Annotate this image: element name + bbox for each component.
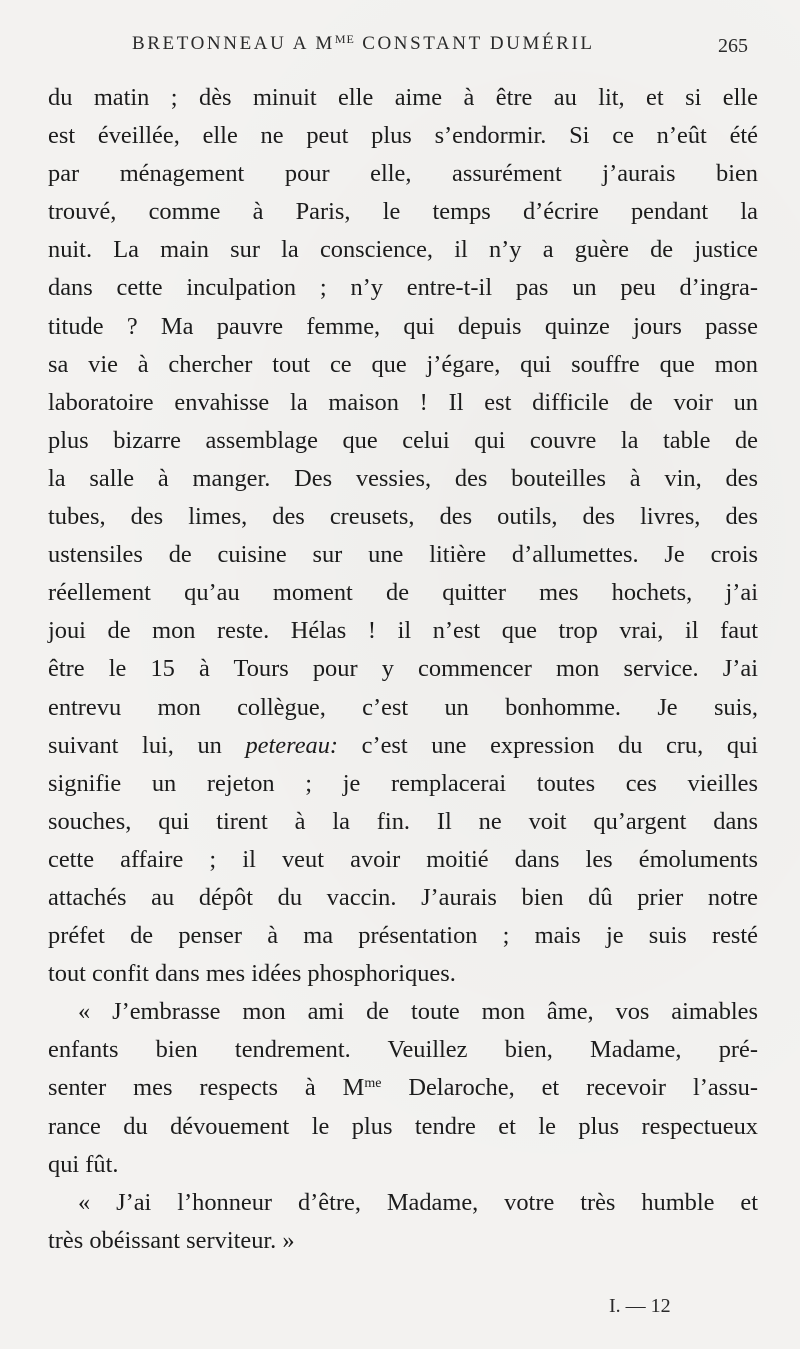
running-title-text: BRETONNEAU A M [132, 33, 335, 54]
text-line: entrevu mon collègue, c’est un bonhomme. Je suis, [48, 693, 758, 721]
text-line: sa vie à chercher tout ce que j’égare, qui souffre que mon [48, 350, 758, 378]
text-line: titude ? Ma pauvre femme, qui depuis quinze jours passe [48, 312, 758, 340]
text-line: préfet de penser à ma présentation ; mais je suis resté [48, 922, 758, 950]
text-line: enfants bien tendrement. Veuillez bien, Madame, pré- [48, 1036, 758, 1064]
text-segment: c’est une expression du cru, qui [338, 731, 758, 759]
text-line: attachés au dépôt du vaccin. J’aurais bien dû prier notre [48, 883, 758, 911]
text-line: réellement qu’au moment de quitter mes hochets, j’ai [48, 579, 758, 607]
running-title [132, 32, 595, 55]
text-line: du matin ; dès minuit elle aime à être au lit, et si elle [48, 84, 758, 111]
page-number: 265 [718, 35, 748, 57]
running-title-superscript: ME [334, 32, 355, 46]
superscript: me [364, 1076, 382, 1092]
text-line: « J’ai l’honneur d’être, Madame, votre très humble et [78, 1188, 758, 1216]
text-line: ustensiles de cuisine sur une litière d’allumettes. Je crois [48, 541, 758, 569]
text-line: trouvé, comme à Paris, le temps d’écrire pendant la [48, 198, 758, 226]
text-line-with-superscript [48, 1069, 758, 1107]
text-line: laboratoire envahisse la maison ! Il est difficile de voir un [48, 388, 758, 416]
text-line: rance du dévouement le plus tendre et le plus respectueux [48, 1112, 758, 1140]
text-line: la salle à manger. Des vessies, des bouteilles à vin, des [48, 464, 758, 492]
paragraph-end-line: tout confit dans mes idées phosphoriques. [48, 960, 456, 988]
paragraph-end-line: très obéissant serviteur. » [48, 1226, 295, 1254]
text-line: souches, qui tirent à la fin. Il ne voit qu’argent dans [48, 807, 758, 835]
signature-mark: I. — 12 [609, 1295, 671, 1317]
body-text [48, 79, 758, 1260]
text-line-with-italic [48, 727, 758, 765]
text-line: par ménagement pour elle, assurément j’aurais bien [48, 160, 758, 188]
text-line: tubes, des limes, des creusets, des outils, des livres, des [48, 503, 758, 531]
text-segment: suivant lui, un [48, 731, 246, 759]
text-line: est éveillée, elle ne peut plus s’endormir. Si ce n’eût été [48, 122, 758, 150]
text-line: signifie un rejeton ; je remplacerai toutes ces vieilles [48, 769, 758, 797]
paragraph-end-line: qui fût. [48, 1150, 119, 1178]
text-line: dans cette inculpation ; n’y entre-t-il pas un peu d’ingra- [48, 274, 758, 302]
text-line: « J’embrasse mon ami de toute mon âme, vos aimables [78, 998, 758, 1026]
text-line: joui de mon reste. Hélas ! il n’est que trop vrai, il faut [48, 617, 758, 645]
text-line: cette affaire ; il veut avoir moitié dans les émoluments [48, 845, 758, 873]
text-line: nuit. La main sur la conscience, il n’y a guère de justice [48, 236, 758, 264]
italic-term: petereau: [245, 731, 339, 759]
page-header [0, 32, 800, 62]
text-line: plus bizarre assemblage que celui qui couvre la table de [48, 426, 758, 454]
text-segment: senter mes respects à M [48, 1074, 365, 1102]
text-segment: Delaroche, et recevoir l’assu- [381, 1074, 758, 1102]
running-title-text-end: CONSTANT DUMÉRIL [354, 33, 595, 54]
text-line: être le 15 à Tours pour y commencer mon service. J’ai [48, 655, 758, 683]
